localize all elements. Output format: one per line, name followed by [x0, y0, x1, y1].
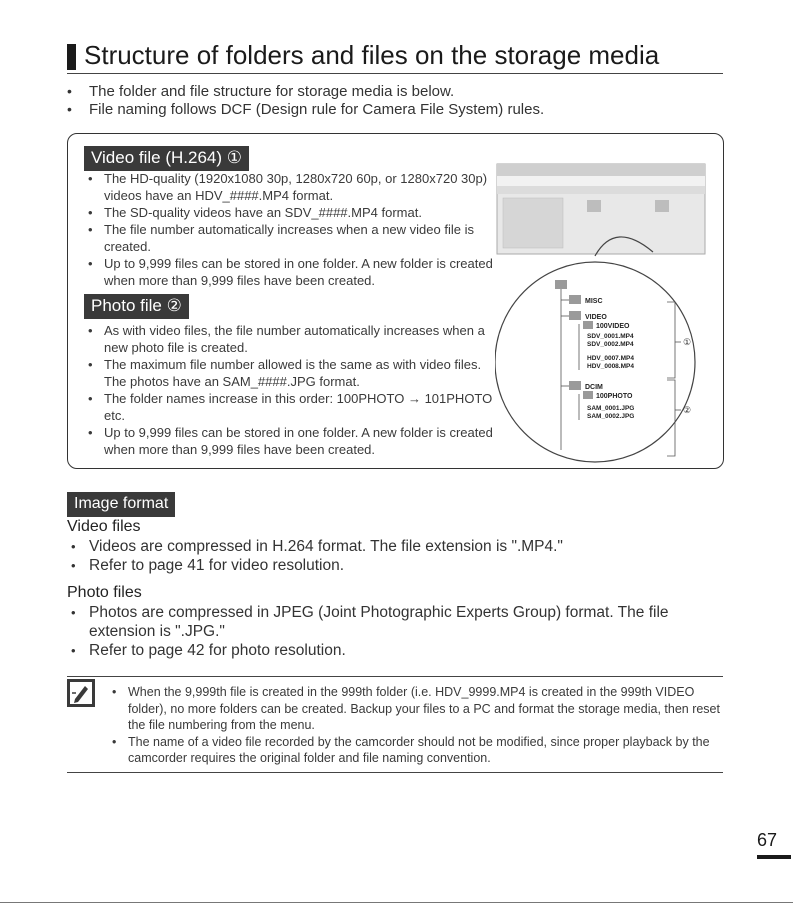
photo-marker: ②: [683, 405, 692, 415]
page-number-bar: [757, 855, 791, 859]
title-divider: [67, 73, 723, 74]
video-file-label: SDV_0002.MP4: [587, 341, 634, 348]
photo-files-list: [67, 603, 687, 660]
photo-file-label: SAM_0001.JPG: [587, 405, 635, 412]
list-item: • As with video files, the file number automatically increases when a new photo file is created.: [84, 322, 494, 356]
folder-misc-label: MISC: [585, 298, 603, 305]
photo-files-heading: Photo files: [67, 584, 142, 601]
video-file-list: [84, 170, 494, 289]
intro-item: • File naming follows DCF (Design rule for Camera File System) rules.: [67, 101, 544, 118]
video-file-label: HDV_0007.MP4: [587, 355, 634, 362]
explorer-window-screenshot: [497, 164, 705, 254]
page-title: Structure of folders and files on the storage media: [84, 40, 660, 70]
folder-video-sub-label: 100VIDEO: [596, 323, 630, 330]
photo-file-label: SAM_0002.JPG: [587, 413, 635, 420]
note-item: • The name of a video file recorded by the camcorder should not be modified, since proper playback by the camcorder requires the original folder and file naming convention.: [112, 734, 722, 767]
video-file-label: SDV_0001.MP4: [587, 333, 634, 340]
list-item: • The HD-quality (1920x1080 30p, 1280x720 60p, or 1280x720 30p) videos have an HDV_####.MP4 format.: [84, 170, 494, 204]
list-item: • Videos are compressed in H.264 format. The file extension is ".MP4.": [67, 537, 722, 556]
note-divider-top: [67, 676, 723, 677]
photo-file-list: [84, 322, 494, 458]
footer-divider: [0, 902, 793, 903]
list-item: • The SD-quality videos have an SDV_####.MP4 format.: [84, 204, 494, 221]
list-item: • Photos are compressed in JPEG (Joint Photographic Experts Group) format. The file extension is ".JPG.": [67, 603, 687, 641]
photo-file-tag: Photo file ②: [84, 294, 189, 319]
video-files-list: [67, 537, 722, 575]
video-file-label: HDV_0008.MP4: [587, 363, 634, 370]
folder-dcim-label: DCIM: [585, 384, 603, 391]
magnifier-circle: [495, 262, 695, 462]
list-item: • Refer to page 41 for video resolution.: [67, 556, 722, 575]
note-divider-bottom: [67, 772, 723, 773]
list-item: • The folder names increase in this order: 100PHOTO → 101PHOTO etc.: [84, 390, 494, 424]
list-item: • Up to 9,999 files can be stored in one folder. A new folder is created when more than 9,999 files have been created.: [84, 424, 494, 458]
list-item: • Up to 9,999 files can be stored in one folder. A new folder is created when more than 9,999 files have been created.: [84, 255, 494, 289]
video-files-heading: Video files: [67, 518, 141, 535]
video-file-tag: Video file (H.264) ①: [84, 146, 249, 171]
list-item: • Refer to page 42 for photo resolution.: [67, 641, 687, 660]
note-list: [112, 684, 722, 767]
folder-structure-diagram: [495, 160, 721, 466]
folder-video-label: VIDEO: [585, 314, 607, 321]
note-item: • When the 9,999th file is created in the 999th folder (i.e. HDV_9999.MP4 is created in the 999th VIDEO folder), no more folders can be created. Backup your files to a PC and format the storage media, then reset the file numbering from the menu.: [112, 684, 722, 734]
intro-item: • The folder and file structure for storage media is below.: [67, 83, 454, 100]
folder-photo-sub-label: 100PHOTO: [596, 393, 633, 400]
video-marker: ①: [683, 337, 692, 347]
title-marker: [67, 44, 76, 70]
page-number: 67: [757, 830, 778, 850]
note-pencil-icon: [67, 679, 95, 707]
list-item: • The maximum file number allowed is the same as with video files. The photos have an SAM_####.JPG format.: [84, 356, 494, 390]
list-item: • The file number automatically increases when a new video file is created.: [84, 221, 494, 255]
image-format-tag: Image format: [67, 492, 175, 517]
